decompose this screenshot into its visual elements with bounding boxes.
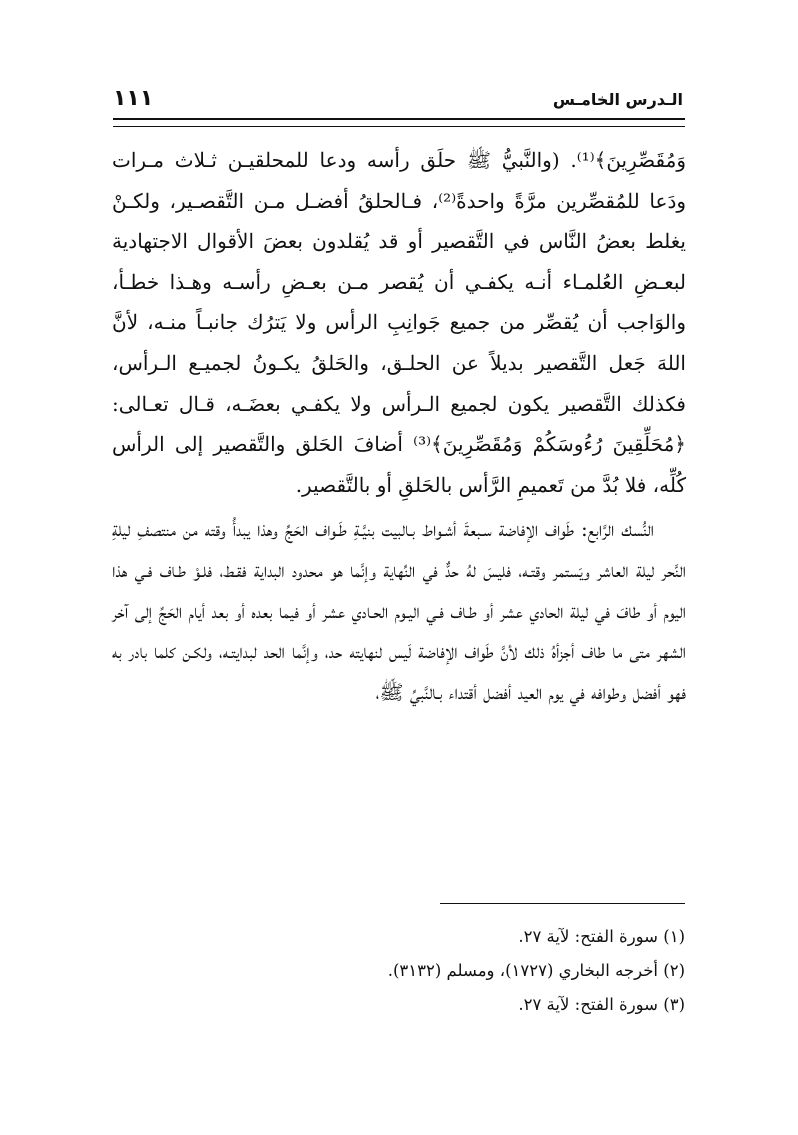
chapter-title: الـدرس الخامـس — [552, 90, 683, 109]
footnote-item: (٢) أخرجه البخاري (١٧٢٧)، ومسلم (٣١٣٢). — [387, 961, 685, 980]
header-divider — [113, 118, 685, 127]
paragraph: النُّسك الرَّابع: طَواف الإفاضة سـبعةَ أشـواط بـالبيت بنيَّـةِ طَـواف الحَجِّ وهذا يبدأُ وقته من منتصفِ ليلةِ النَّحر ليلة العاشر ويَستمر وقتـه، فليسَ لهُ حدٌّ في النِّهاية وإنَّما هو محدود البداية فقـط، فلـوْ طـاف فـي هذا اليوم أو طافَ في ليلة الحادي عشر أو طـاف فـي اليـوم الحـادي عشر أو فيما بعده أو بعد أيام الحَجِّ إلى آخر الشهر متى ما طاف أجزأهُ ذلك لأنَّ طَواف الإفاضة لَيس لنهايته حد، وإنَّما الحد لبدايتـه، ولكـن كلما بادر به فهو أفضل وطوافه في يوم العيد أفضل أقتداء بـالنَّبيِّ ﷺ، — [112, 517, 686, 704]
footnotes — [113, 920, 685, 1022]
page-number: ١١١ — [113, 86, 154, 111]
footnote-item: (٣) سورة الفتح: لآية ٢٧. — [518, 995, 685, 1014]
footnote-divider — [440, 903, 685, 904]
paragraph: وَمُقَصِّرِينَ﴾⁽¹⁾. (والنَّبيُّ ﷺ حلَق رأسه ودعا للمحلقيـن ثـلاث مـرات ودَعا للمُقصِّرين مرَّةً واحدةً⁽²⁾، فـالحلقُ أفضـل مـن التَّقصـير، ولكـنْ يغلط بعضُ النَّاس في التَّقصير أو قد يُقلدون بعضَ الأقوال الاجتهادية لبعـضِ العُلمـاء أنـه يكفـي أن يُقصر مـن بعـضِ رأسـه وهـذا خطـأ، والوَاجب أن يُقصِّر من جميع جَوانِبِ الرأس ولا يَترُك جانبـاً منـه، لأنَّ اللهَ جَعل التَّقصير بديلاً عن الحلـق، والحَلقُ يكـونُ لجميـع الـرأس، فكذلك التَّقصير يكون لجميع الـرأس ولا يكفـي بعضَـه، قـال تعـالى: ﴿مُحَلِّقِينَ رُءُوسَكُمْ وَمُقَصِّرِينَ﴾⁽³⁾ أضافَ الحَلق والتَّقصير إلى الرأس كُلِّه، فلا بُدَّ من تَعميمِ الرَّأس بالحَلقِ أو بالتَّقصير. — [112, 148, 687, 497]
main-text — [112, 140, 686, 712]
page-header — [113, 86, 685, 116]
footnote-item: (١) سورة الفتح: لآية ٢٧. — [518, 927, 685, 946]
